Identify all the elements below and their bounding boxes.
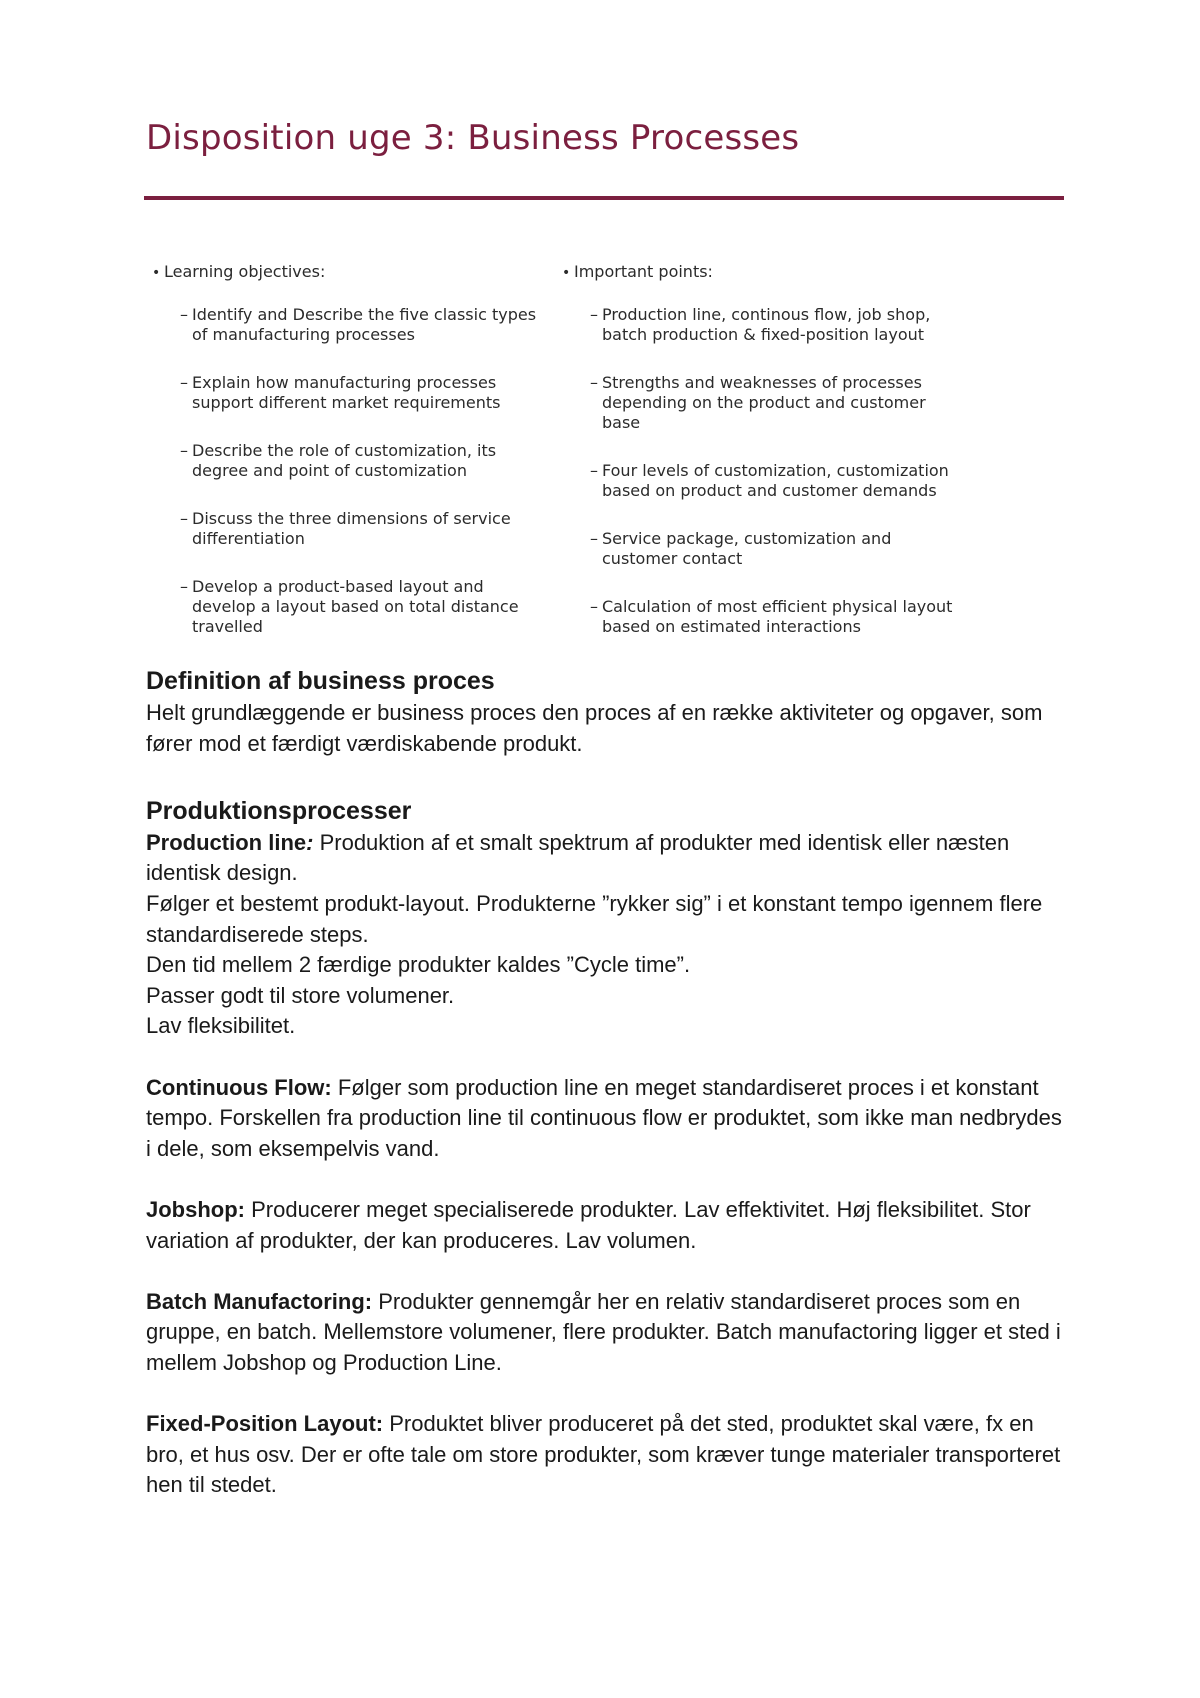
important-point-item-line: Service package, customization and [602, 529, 892, 548]
dash-icon: – [590, 529, 598, 548]
dash-icon: – [590, 305, 598, 324]
production-line-separator: : [306, 829, 314, 855]
learning-objective-item-line: Describe the role of customization, its [192, 441, 497, 460]
learning-objective-item-line: develop a layout based on total distance [192, 597, 519, 616]
continuous-flow-label: Continuous Flow: [146, 1074, 332, 1100]
learning-objective-item [152, 509, 552, 549]
important-point-item-line: Strengths and weaknesses of processes [602, 373, 922, 392]
production-line-flexibility-text: Lav fleksibilitet. [146, 1013, 296, 1039]
production-line-text: Produktion af et smalt spektrum af produkter med identisk eller næsten identisk design. [146, 829, 1010, 886]
bullet-icon: • [562, 265, 571, 281]
important-point-item-line: base [602, 413, 641, 432]
document-title: Disposition uge 3: Business Processes [146, 118, 800, 158]
important-points-list [562, 305, 962, 637]
learning-objective-item [152, 373, 552, 413]
important-point-item-line: Production line, continous flow, job shop, [602, 305, 931, 324]
production-line-paragraph [146, 828, 1066, 889]
important-point-item-line: depending on the product and customer [602, 393, 926, 412]
learning-objective-item-line: Explain how manufacturing processes [192, 373, 497, 392]
dash-icon: – [180, 305, 188, 324]
learning-objectives-column [152, 262, 552, 652]
learning-objective-item-line: differentiation [192, 529, 305, 548]
bullet-icon: • [152, 265, 161, 281]
production-line-layout-text: Følger et bestemt produkt-layout. Produkterne ”rykker sig” i et konstant tempo igennem flere standardiserede steps. [146, 890, 1043, 947]
important-points-heading [562, 262, 962, 283]
batch-manufactoring-paragraph [146, 1287, 1066, 1379]
learning-objective-item-line: Identify and Describe the five classic types [192, 305, 537, 324]
dash-icon: – [180, 509, 188, 528]
learning-objective-item-line: travelled [192, 617, 263, 636]
important-point-item [562, 529, 962, 569]
batch-manufactoring-text: Produkter gennemgår her en relativ standardiseret proces som en gruppe, en batch. Mellemstore volumener, flere produkter. Batch manufactoring ligger et sted i mellem Jobshop og Production Line. [146, 1288, 1061, 1375]
important-points-label: Important points: [574, 262, 713, 281]
learning-objectives-list [152, 305, 552, 637]
document-body [146, 664, 1066, 1501]
learning-objective-item [152, 305, 552, 345]
learning-objective-item-line: Develop a product-based layout and [192, 577, 484, 596]
definition-heading: Definition af business proces [146, 667, 495, 695]
important-point-item [562, 305, 962, 345]
jobshop-label: Jobshop: [146, 1196, 245, 1222]
important-point-item-line: based on estimated interactions [602, 617, 861, 636]
dash-icon: – [180, 577, 188, 596]
important-point-item-line: based on product and customer demands [602, 481, 937, 500]
slide-crop-edge [146, 644, 986, 652]
important-point-item-line: batch production & fixed-position layout [602, 325, 925, 344]
important-point-item [562, 597, 962, 637]
learning-objective-item [152, 577, 552, 637]
production-line-label: Production line [146, 829, 307, 855]
dash-icon: – [180, 441, 188, 460]
production-processes-heading: Produktionsprocesser [146, 796, 412, 825]
continuous-flow-paragraph [146, 1073, 1066, 1165]
production-line-cycle-text: Den tid mellem 2 færdige produkter kaldes ”Cycle time”. [146, 952, 691, 978]
title-divider [144, 196, 1064, 200]
embedded-slide-image [146, 250, 986, 652]
important-point-item-line: Four levels of customization, customization [602, 461, 949, 480]
fixed-position-label: Fixed-Position Layout: [146, 1411, 384, 1437]
learning-objective-item-line: support different market requirements [192, 393, 501, 412]
batch-manufactoring-label: Batch Manufactoring: [146, 1288, 373, 1314]
important-point-item-line: Calculation of most efficient physical layout [602, 597, 953, 616]
dash-icon: – [590, 461, 598, 480]
learning-objective-item [152, 441, 552, 481]
learning-objective-item-line: degree and point of customization [192, 461, 467, 480]
continuous-flow-text: Følger som production line en meget standardiseret proces i et konstant tempo. Forskellen fra production line til continuous flow er produktet, som ikke man nedbrydes i dele, som eksempelvis vand. [146, 1074, 1062, 1161]
fixed-position-paragraph [146, 1409, 1066, 1501]
jobshop-paragraph [146, 1195, 1066, 1256]
definition-text: Helt grundlæggende er business proces den proces af en række aktiviteter og opgaver, som fører mod et færdigt værdiskabende produkt. [146, 700, 1043, 756]
dash-icon: – [180, 373, 188, 392]
learning-objectives-label: Learning objectives: [164, 262, 326, 281]
important-points-column [562, 262, 962, 652]
dash-icon: – [590, 373, 598, 392]
important-point-item [562, 373, 962, 433]
jobshop-text: Producerer meget specialiserede produkter. Lav effektivitet. Høj fleksibilitet. Stor variation af produkter, der kan produceres. Lav volumen. [146, 1196, 1031, 1253]
dash-icon: – [590, 597, 598, 616]
fixed-position-text: Produktet bliver produceret på det sted, produktet skal være, fx en bro, et hus osv. Der er ofte tale om store produkter, som kræver tunge materialer transporteret hen til stedet. [146, 1411, 1061, 1498]
learning-objective-item-line: of manufacturing processes [192, 325, 415, 344]
important-point-item [562, 461, 962, 501]
important-point-item-line: customer contact [602, 549, 743, 568]
production-line-volume-text: Passer godt til store volumener. [146, 982, 455, 1008]
learning-objectives-heading [152, 262, 552, 283]
learning-objective-item-line: Discuss the three dimensions of service [192, 509, 511, 528]
